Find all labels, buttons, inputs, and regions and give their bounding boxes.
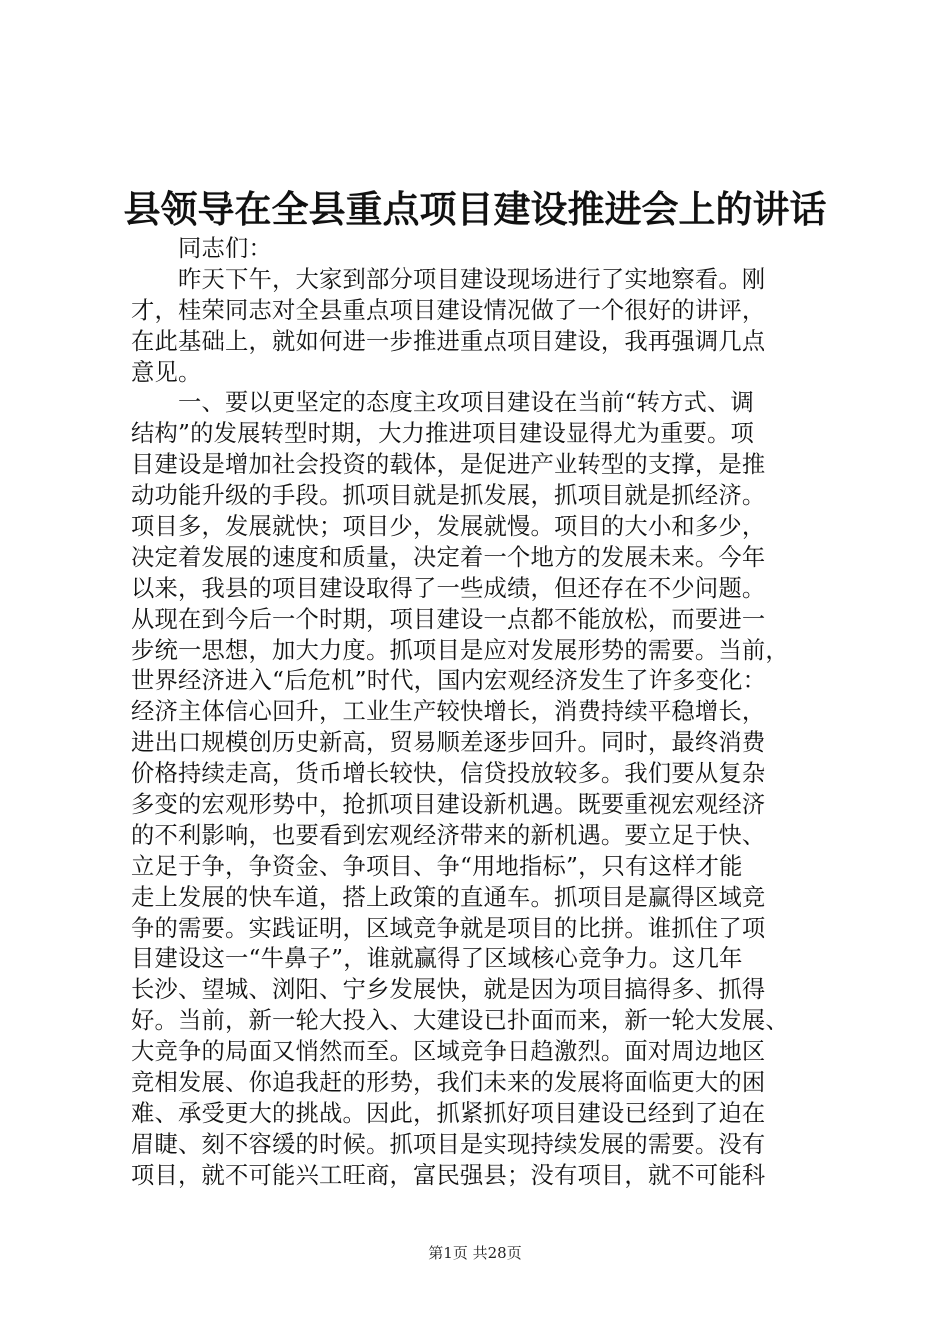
text-line: 项目，就不可能兴工旺商，富民强县；没有项目，就不可能科 [131, 1161, 766, 1189]
text-line: 在此基础上，就如何进一步推进重点项目建设，我再强调几点 [131, 327, 766, 355]
text-line: 结构”的发展转型时期，大力推进项目建设显得尤为重要。项 [131, 420, 755, 448]
text-line: 目建设是增加社会投资的载体，是促进产业转型的支撑，是推 [131, 451, 766, 479]
text-line: 才，桂荣同志对全县重点项目建设情况做了一个很好的讲评， [131, 296, 766, 324]
text-line: 好。当前，新一轮大投入、大建设已扑面而来，新一轮大发展、 [131, 1007, 789, 1035]
text-line: 目建设这一“牛鼻子”，谁就赢得了区域核心竞争力。这几年 [131, 945, 743, 973]
text-line: 步统一思想，加大力度。抓项目是应对发展形势的需要。当前， [131, 636, 789, 664]
text-line: 争的需要。实践证明，区域竞争就是项目的比拼。谁抓住了项 [131, 914, 766, 942]
text-line: 一、要以更坚定的态度主攻项目建设在当前“转方式、调 [131, 389, 755, 417]
text-line: 竞相发展、你追我赶的形势，我们未来的发展将面临更大的困 [131, 1069, 766, 1097]
document-body [131, 234, 831, 1192]
text-line: 价格持续走高，货币增长较快，信贷投放较多。我们要从复杂 [131, 760, 766, 788]
text-line: 走上发展的快车道，搭上政策的直通车。抓项目是赢得区域竞 [131, 883, 766, 911]
text-line: 的不利影响，也要看到宏观经济带来的新机遇。要立足于快、 [131, 821, 766, 849]
text-line: 从现在到今后一个时期，项目建设一点都不能放松，而要进一 [131, 605, 766, 633]
text-line: 难、承受更大的挑战。因此，抓紧抓好项目建设已经到了迫在 [131, 1099, 766, 1127]
text-line: 决定着发展的速度和质量，决定着一个地方的发展未来。今年 [131, 543, 766, 571]
text-line: 同志们： [131, 235, 272, 262]
text-line: 项目多，发展就快；项目少，发展就慢。项目的大小和多少， [131, 513, 766, 541]
text-line: 世界经济进入“后危机”时代，国内宏观经济发生了许多变化： [131, 667, 767, 695]
text-line: 多变的宏观形势中，抢抓项目建设新机遇。既要重视宏观经济 [131, 791, 766, 819]
text-line: 以来，我县的项目建设取得了一些成绩，但还存在不少问题。 [131, 574, 766, 602]
page-title: 县领导在全县重点项目建设推进会上的讲话 [123, 187, 827, 231]
text-line: 进出口规模创历史新高，贸易顺差逐步回升。同时，最终消费 [131, 729, 766, 757]
text-line: 大竞争的局面又悄然而至。区域竞争日趋激烈。面对周边地区 [131, 1038, 766, 1066]
text-line: 意见。 [131, 358, 202, 386]
text-line: 眉睫、刻不容缓的时候。抓项目是实现持续发展的需要。没有 [131, 1130, 766, 1158]
text-line: 立足于争，争资金、争项目、争“用地指标”，只有这样才能 [131, 852, 743, 880]
text-line: 动功能升级的手段。抓项目就是抓发展，抓项目就是抓经济。 [131, 482, 766, 510]
text-line: 经济主体信心回升，工业生产较快增长，消费持续平稳增长， [131, 698, 766, 726]
page-footer: 第1页 共28页 [428, 1244, 522, 1262]
text-line: 昨天下午，大家到部分项目建设现场进行了实地察看。刚 [131, 265, 766, 293]
text-line: 长沙、望城、浏阳、宁乡发展快，就是因为项目搞得多、抓得 [131, 976, 766, 1004]
